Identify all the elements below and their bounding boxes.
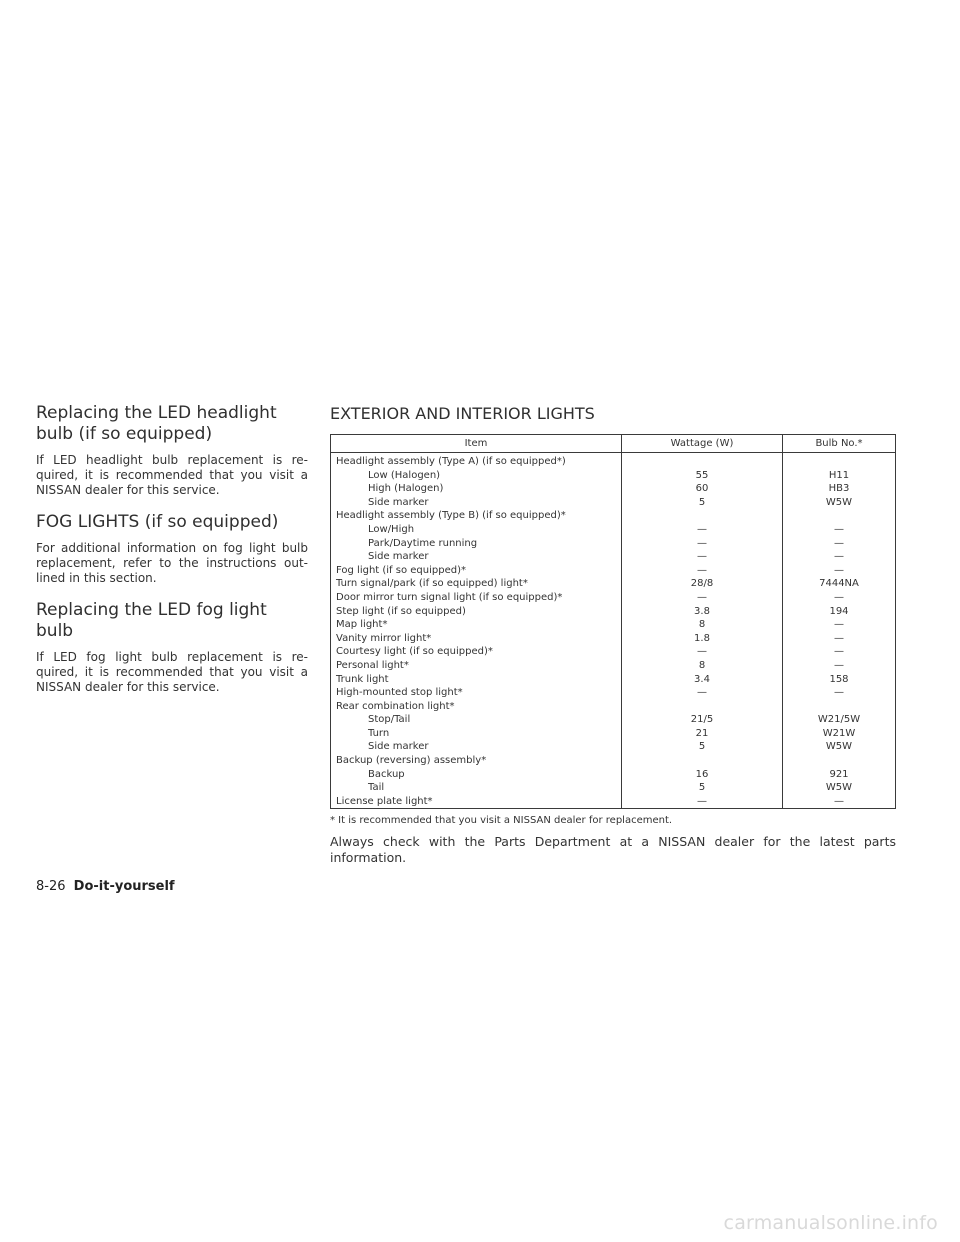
table-row: [331, 469, 896, 483]
table-row: [331, 768, 896, 782]
chapter-title: Do-it-yourself: [73, 879, 175, 894]
cell-bulb-no: 921: [783, 768, 896, 782]
cell-item: Park/Daytime running: [368, 537, 478, 549]
bulb-table: [330, 434, 896, 809]
cell-item: Step light (if so equipped): [336, 605, 466, 617]
cell-item: Rear combination light*: [336, 700, 455, 712]
table-row: [331, 795, 896, 809]
table-row: [331, 482, 896, 496]
cell-wattage: 1.8: [622, 632, 783, 646]
cell-item: Side marker: [368, 496, 429, 508]
cell-bulb-no: —: [783, 550, 896, 564]
cell-item: Trunk light: [336, 673, 389, 685]
table-row: [331, 645, 896, 659]
cell-wattage: —: [622, 591, 783, 605]
cell-item: Side marker: [368, 551, 429, 563]
cell-bulb-no: W21W: [783, 727, 896, 741]
table-row: [331, 727, 896, 741]
cell-wattage: 3.8: [622, 605, 783, 619]
cell-bulb-no: [783, 509, 896, 523]
cell-item: Side marker: [368, 741, 429, 753]
table-row: [331, 509, 896, 523]
table-row: [331, 523, 896, 537]
table-body: [331, 453, 896, 809]
table-row: [331, 781, 896, 795]
table-row: [331, 713, 896, 727]
cell-bulb-no: W5W: [783, 781, 896, 795]
cell-item: Turn signal/park (if so equipped) light*: [336, 578, 528, 590]
cell-wattage: [622, 700, 783, 714]
cell-bulb-no: [783, 700, 896, 714]
page-number: 8-26: [36, 879, 66, 894]
section-body-fog-lights: For additional information on fog light bulb replacement, refer to the instructions out-lined in this section.: [36, 541, 308, 585]
cell-wattage: 60: [622, 482, 783, 496]
cell-wattage: 3.4: [622, 673, 783, 687]
cell-wattage: 21: [622, 727, 783, 741]
cell-item: Backup (reversing) assembly*: [336, 755, 487, 767]
cell-bulb-no: —: [783, 632, 896, 646]
cell-wattage: —: [622, 645, 783, 659]
table-row: [331, 659, 896, 673]
table-row: [331, 754, 896, 768]
page-footer: [36, 879, 175, 894]
cell-item: Vanity mirror light*: [336, 632, 432, 644]
cell-item: Backup: [368, 768, 405, 780]
cell-wattage: —: [622, 686, 783, 700]
header-item: Item: [331, 435, 622, 453]
table-row: [331, 550, 896, 564]
cell-bulb-no: —: [783, 591, 896, 605]
cell-item: Fog light (if so equipped)*: [336, 564, 466, 576]
cell-bulb-no: —: [783, 795, 896, 809]
header-bulb-no: Bulb No.*: [783, 435, 896, 453]
cell-bulb-no: —: [783, 523, 896, 537]
table-row: [331, 605, 896, 619]
cell-item: Low (Halogen): [368, 469, 441, 481]
table-row: [331, 700, 896, 714]
table-row: [331, 673, 896, 687]
cell-bulb-no: —: [783, 564, 896, 578]
table-row: [331, 618, 896, 632]
cell-item: Headlight assembly (Type A) (if so equipped*): [336, 456, 566, 467]
cell-bulb-no: 194: [783, 605, 896, 619]
cell-item: Courtesy light (if so equipped)*: [336, 646, 493, 658]
header-wattage: Wattage (W): [622, 435, 783, 453]
cell-item: High-mounted stop light*: [336, 687, 463, 699]
cell-item: Turn: [368, 727, 390, 739]
cell-wattage: 16: [622, 768, 783, 782]
cell-wattage: [622, 754, 783, 768]
cell-wattage: 21/5: [622, 713, 783, 727]
cell-item: Door mirror turn signal light (if so equipped)*: [336, 591, 563, 603]
page-title: EXTERIOR AND INTERIOR LIGHTS: [330, 404, 595, 423]
section-body-led-headlight: If LED headlight bulb replacement is re-quired, it is recommended that you visit a NISSAN dealer for this service.: [36, 453, 308, 497]
cell-item: Map light*: [336, 619, 388, 631]
footnote: * It is recommended that you visit a NISSAN dealer for replacement.: [330, 815, 673, 827]
cell-wattage: 5: [622, 781, 783, 795]
cell-wattage: [622, 453, 783, 469]
cell-wattage: —: [622, 523, 783, 537]
watermark: carmanualsonline.info: [723, 1212, 938, 1234]
cell-bulb-no: HB3: [783, 482, 896, 496]
cell-wattage: [622, 509, 783, 523]
cell-bulb-no: —: [783, 618, 896, 632]
section-heading-led-headlight: Replacing the LED headlight bulb (if so equipped): [36, 403, 277, 444]
cell-bulb-no: —: [783, 686, 896, 700]
right-column: [330, 403, 896, 866]
cell-item: Headlight assembly (Type B) (if so equipped)*: [336, 510, 566, 522]
table-row: [331, 537, 896, 551]
cell-item: Low/High: [368, 523, 415, 535]
cell-bulb-no: H11: [783, 469, 896, 483]
cell-wattage: —: [622, 564, 783, 578]
cell-bulb-no: W21/5W: [783, 713, 896, 727]
closing-paragraph: Always check with the Parts Department at a NISSAN dealer for the latest parts information.: [330, 834, 896, 866]
cell-wattage: —: [622, 550, 783, 564]
table-row: [331, 686, 896, 700]
table-row: [331, 496, 896, 510]
cell-wattage: 5: [622, 740, 783, 754]
cell-bulb-no: —: [783, 645, 896, 659]
cell-bulb-no: W5W: [783, 496, 896, 510]
cell-bulb-no: 7444NA: [783, 577, 896, 591]
cell-bulb-no: 158: [783, 673, 896, 687]
cell-item: License plate light*: [336, 795, 433, 807]
cell-bulb-no: W5W: [783, 740, 896, 754]
cell-item: Personal light*: [336, 659, 409, 671]
cell-wattage: —: [622, 537, 783, 551]
cell-bulb-no: [783, 453, 896, 469]
cell-bulb-no: —: [783, 537, 896, 551]
cell-item: Stop/Tail: [368, 714, 411, 726]
section-heading-fog-lights: FOG LIGHTS (if so equipped): [36, 512, 279, 532]
cell-wattage: 5: [622, 496, 783, 510]
table-row: [331, 740, 896, 754]
table-row: [331, 577, 896, 591]
cell-wattage: 8: [622, 659, 783, 673]
cell-item: High (Halogen): [368, 483, 444, 495]
section-body-led-fog: If LED fog light bulb replacement is re-quired, it is recommended that you visit a NISSAN dealer for this service.: [36, 650, 308, 694]
section-heading-led-fog: Replacing the LED fog light bulb: [36, 600, 267, 641]
table-row: [331, 591, 896, 605]
cell-wattage: 28/8: [622, 577, 783, 591]
cell-wattage: 55: [622, 469, 783, 483]
cell-wattage: 8: [622, 618, 783, 632]
table-row: [331, 564, 896, 578]
table-row: [331, 453, 896, 469]
left-column: [36, 403, 308, 709]
cell-bulb-no: [783, 754, 896, 768]
cell-item: Tail: [368, 782, 385, 794]
cell-bulb-no: —: [783, 659, 896, 673]
table-header-row: [331, 435, 896, 453]
table-row: [331, 632, 896, 646]
cell-wattage: —: [622, 795, 783, 809]
